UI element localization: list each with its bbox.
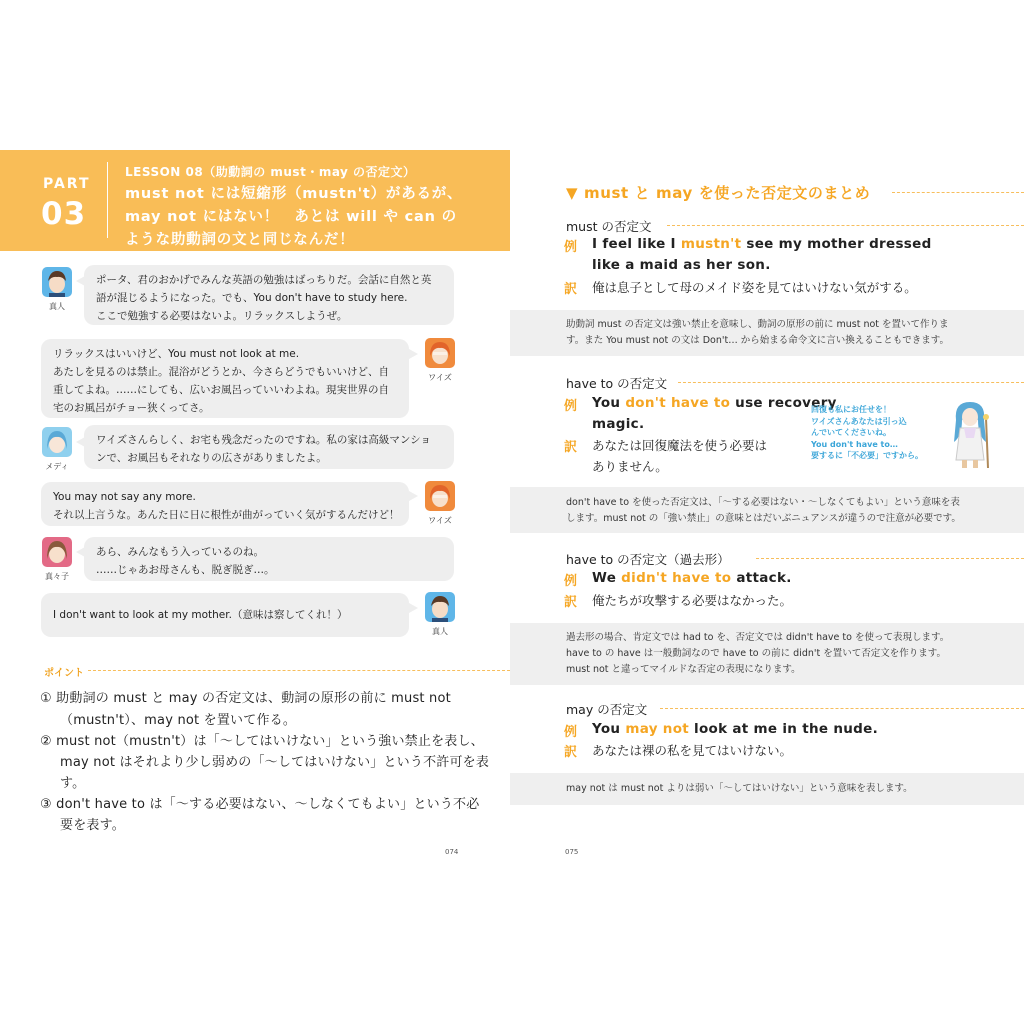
example-highlight: didn't have to (621, 570, 732, 586)
dialogue-bubble (41, 593, 409, 637)
translation-line: あなたは裸の私を見てはいけない。 (592, 743, 793, 758)
speaker-name: 真人 (49, 302, 65, 311)
bubble-line: You may not say any more. (53, 491, 196, 503)
bubble-tail (409, 603, 418, 613)
example-text: see my mother dressed (741, 236, 932, 252)
section-title: have to の否定文（過去形） (566, 552, 730, 567)
example-mark: 例 (564, 240, 578, 255)
speaker-name: メディ (45, 462, 69, 471)
explanation-box (510, 623, 1024, 685)
note-line: 過去形の場合、肯定文では had to を、否定文では didn't have to を使って表現します。 (566, 632, 950, 643)
translation-line: ありません。 (592, 459, 668, 474)
example-text: magic. (592, 416, 645, 432)
speaker-name: 真人 (432, 627, 448, 636)
lesson-title: LESSON 08（助動詞の must・may の否定文） (125, 165, 416, 179)
speaker-name: ワイズ (428, 373, 452, 382)
dialogue-bubble (41, 339, 409, 418)
avatar-wise (425, 481, 455, 511)
note-line: have to の have は一般動詞なので have to の前に didn't を置いて否定文を作ります。 (566, 648, 946, 659)
bubble-line: それ以上言うな。あんた日に日に根性が曲がっていく気がするんだけど！ (53, 509, 400, 521)
note-line: 助動詞 must の否定文は強い禁止を意味し、動詞の原形の前に must not を置いて作りま (566, 319, 949, 330)
side-note-line: ワイズさんあなたは引っ込 (811, 416, 907, 426)
note-line: します。must not の「強い禁止」の意味とはだいぶニュアンスが違うので注意が必要です。 (566, 513, 961, 524)
header-line-3: ような助動詞の文と同じなんだ！ (125, 232, 355, 248)
page-number-left: 074 (445, 848, 459, 856)
avatar-mamako (42, 537, 72, 567)
explanation-box (510, 487, 1024, 533)
bubble-line: ポータ、君のおかげでみんな英語の勉強はばっちりだ。会話に自然と英 (96, 274, 432, 286)
dialogue-bubble (84, 537, 454, 581)
bubble-line: I don't want to look at my mother.（意味は察してくれ！） (53, 609, 348, 621)
example-mark: 例 (564, 725, 578, 740)
bubble-line: あたしを見るのは禁止。混浴がどうとか、今さらどうでもいいけど、自 (53, 366, 389, 378)
example-text: like a maid as her son. (592, 257, 771, 273)
header-line-1: must not には短縮形（mustn't）があるが、 (125, 186, 463, 202)
header-line-2: may not にはない！ あとは will や can の (125, 209, 457, 225)
bubble-tail (409, 349, 418, 359)
section-divider (678, 382, 1024, 383)
example-highlight: mustn't (680, 236, 742, 252)
speaker-name: ワイズ (428, 516, 452, 525)
header-divider (107, 162, 108, 238)
note-line: must not と違ってマイルドな否定の表現になります。 (566, 664, 801, 675)
side-note-line: んでいてくださいね。 (811, 428, 891, 437)
section-title: must の否定文 (566, 219, 652, 234)
example-text: attack. (731, 570, 792, 586)
example-highlight: may not (625, 721, 690, 737)
section-divider (660, 708, 1024, 709)
dialogue-bubble (84, 265, 454, 325)
points-divider (88, 670, 510, 671)
bubble-line: リラックスはいいけど、You must not look at me. (53, 348, 300, 360)
example-line (592, 236, 932, 252)
character-side-note (811, 404, 923, 462)
example-text: You (592, 721, 626, 737)
avatar-masato (42, 267, 72, 297)
point-line: ③ don't have to は「〜する必要はない、〜しなくてもよい」という不必 (40, 797, 480, 812)
explanation-box (510, 310, 1024, 356)
translation-mark: 訳 (564, 282, 578, 297)
section-title: have to の否定文 (566, 376, 668, 391)
point-line: ① 助動詞の must と may の否定文は、動詞の原形の前に must not (40, 691, 451, 706)
example-line (592, 570, 792, 586)
points-label: ポイント (44, 668, 84, 679)
example-line (592, 416, 644, 432)
example-line (592, 257, 771, 273)
translation-mark: 訳 (564, 440, 578, 455)
example-line (592, 721, 878, 737)
side-note-line: 要するに「不必要」ですから。 (811, 451, 923, 460)
section-title: may の否定文 (566, 702, 648, 717)
bubble-line: 重してよね。……にしても、広いお風呂っていいわよね。現実世界の自 (53, 384, 389, 396)
bubble-line: あら、みんなもう入っているのね。 (96, 546, 264, 558)
bubble-line: ここで勉強する必要はないよ。リラックスしようぜ。 (96, 310, 348, 322)
speaker-name: 真々子 (45, 572, 69, 581)
example-text: We (592, 570, 622, 586)
example-text: use recovery (730, 395, 837, 411)
section-divider (756, 558, 1024, 559)
page-number-right: 075 (565, 848, 579, 856)
translation-mark: 訳 (564, 595, 578, 610)
summary-heading: ▼ must と may を使った否定文のまとめ (566, 184, 871, 202)
translation-mark: 訳 (564, 745, 578, 760)
heading-divider (892, 192, 1024, 193)
point-line: 要を表す。 (60, 818, 125, 833)
avatar-medhi (42, 427, 72, 457)
example-text: I feel like I (592, 236, 681, 252)
example-text: look at me in the nude. (689, 721, 878, 737)
example-highlight: don't have to (625, 395, 731, 411)
side-note-line: 回復も私にお任せを！ (811, 405, 891, 414)
bubble-line: ……じゃあお母さんも、脱ぎ脱ぎ…。 (96, 564, 275, 576)
explanation-box (510, 773, 1024, 805)
translation-line: 俺たちが攻撃する必要はなかった。 (592, 593, 793, 608)
translation-line: あなたは回復魔法を使う必要は (592, 438, 768, 453)
dialogue-bubble (41, 482, 409, 526)
bubble-tail (409, 491, 418, 501)
point-line: ② must not（mustn't）は「〜してはいけない」という強い禁止を表し、 (40, 734, 484, 749)
example-mark: 例 (564, 399, 578, 414)
dialogue-bubble (84, 425, 454, 469)
bubble-line: ワイズさんらしく、お宅も残念だったのですね。私の家は高級マンショ (96, 434, 431, 446)
avatar-wise (425, 338, 455, 368)
note-line: す。また You must not の文は Don't… から始まる命令文に言い換えることもできます。 (566, 335, 949, 346)
side-note-line: You don't have to… (811, 439, 898, 449)
part-number: 03 (41, 196, 87, 232)
note-line: may not は must not よりは弱い「〜してはいけない」という意味を表します。 (566, 783, 913, 794)
medhi-character-illustration (948, 398, 992, 474)
point-line: may not はそれより少し弱めの「〜してはいけない」という不許可を表 (60, 755, 490, 770)
note-line: don't have to を使った否定文は、「〜する必要はない・〜しなくてもよい」という意味を表 (566, 497, 960, 508)
point-line: す。 (60, 776, 86, 791)
avatar-masato (425, 592, 455, 622)
point-line: （mustn't）、may not を置いて作る。 (60, 713, 297, 728)
section-divider (667, 225, 1024, 226)
example-text: You (592, 395, 626, 411)
bubble-line: ンで、お風呂もそれなりの広さがありましたよ。 (96, 452, 327, 464)
part-label: PART (43, 176, 91, 192)
example-mark: 例 (564, 574, 578, 589)
bubble-line: 宅のお風呂がチョー狭くってさ。 (53, 402, 210, 414)
bubble-line: 語が混じるようになった。でも、You don't have to study here. (96, 292, 408, 304)
translation-line: 俺は息子として母のメイド姿を見てはいけない気がする。 (592, 280, 917, 295)
example-line (592, 395, 837, 411)
